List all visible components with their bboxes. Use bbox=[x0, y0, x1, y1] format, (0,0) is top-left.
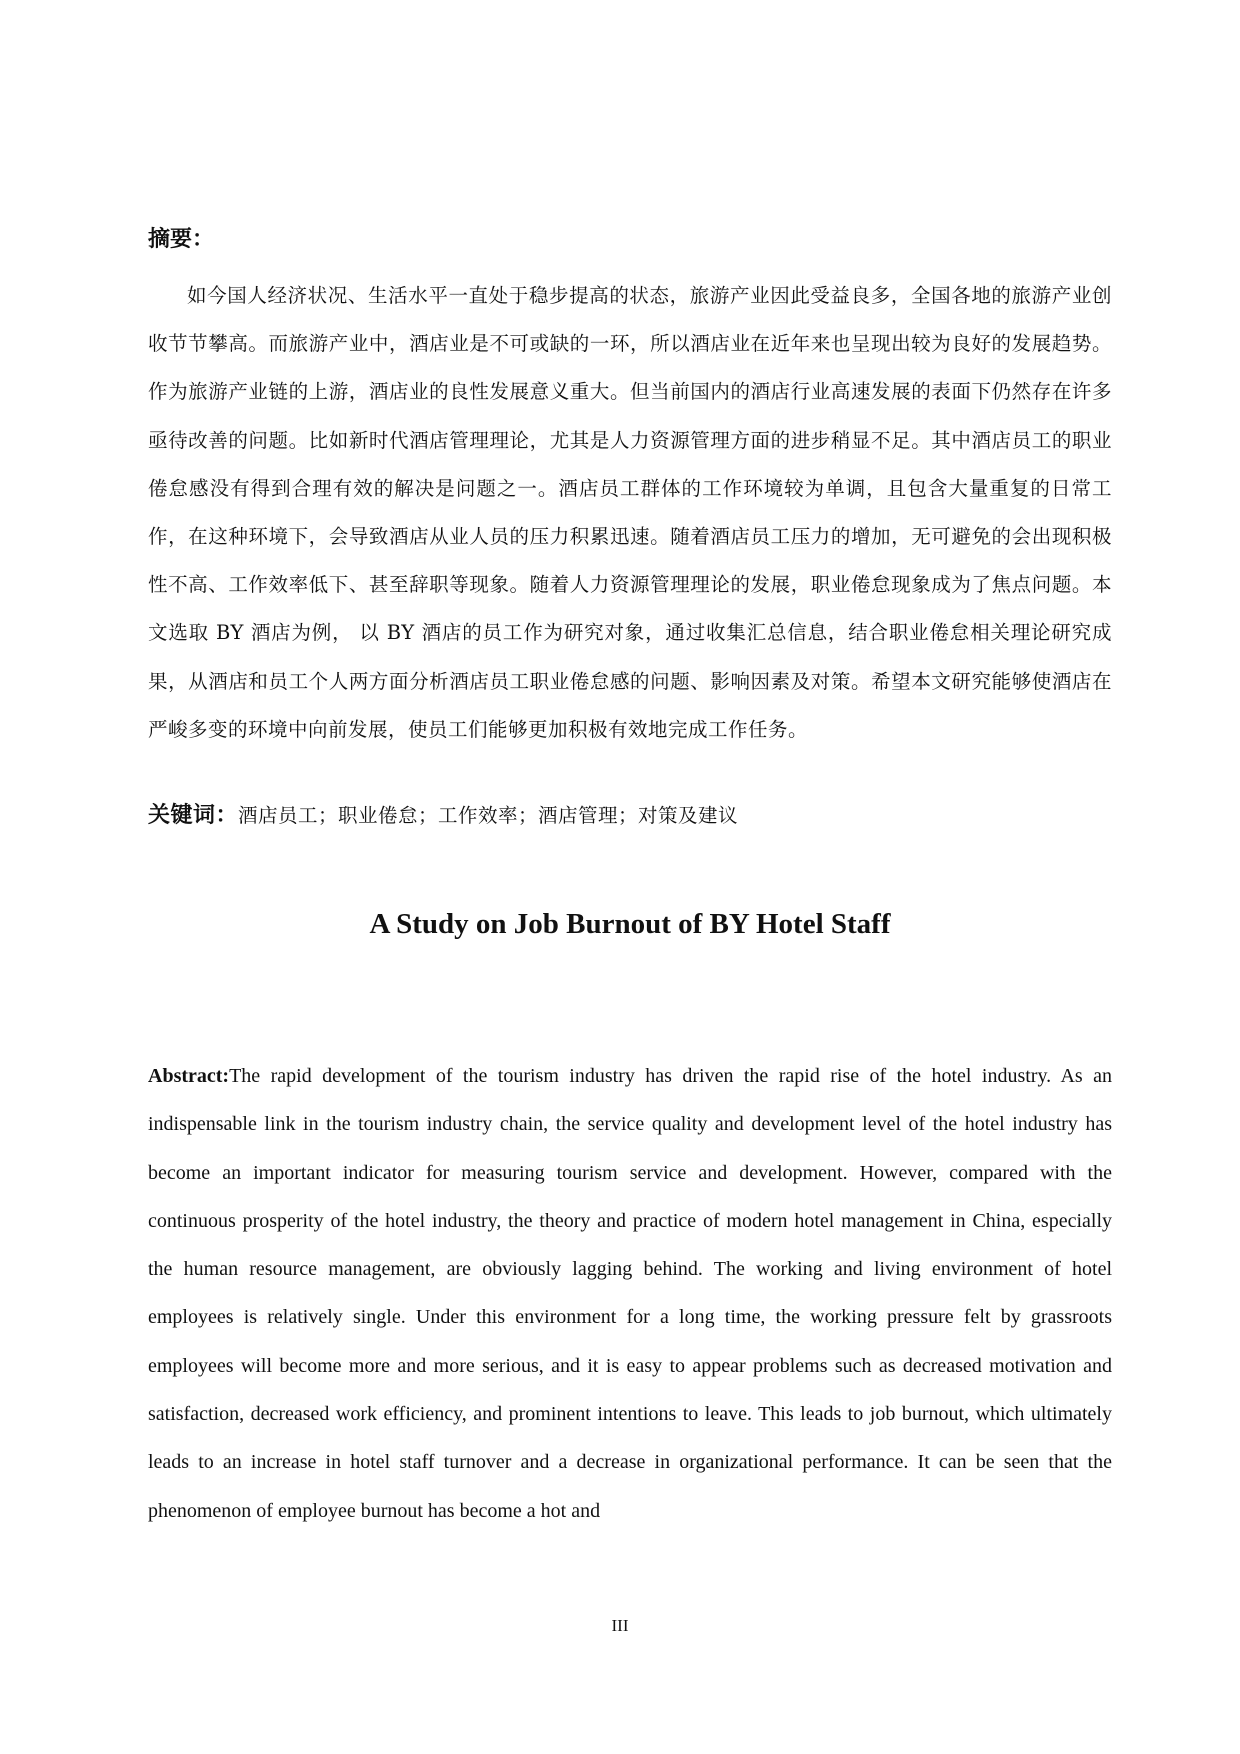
page-number: III bbox=[611, 1616, 629, 1635]
chinese-keywords-label: 关键词： bbox=[148, 802, 239, 828]
english-title: A Study on Job Burnout of BY Hotel Staff bbox=[369, 908, 891, 940]
chinese-abstract-heading: 摘要： bbox=[148, 226, 215, 252]
chinese-abstract-body: 如今国人经济状况、生活水平一直处于稳步提高的状态，旅游产业因此受益良多，全国各地的旅游产业创收节节攀高。而旅游产业中，酒店业是不可或缺的一环，所以酒店业在近年来也呈现出较为良好的发展趋势。作为旅游产业链的上游，酒店业的良性发展意义重大。但当前国内的酒店行业高速发展的表面下仍然存在许多亟待改善的问题。比如新时代酒店管理理论，尤其是人力资源管理方面的进步稍显不足。其中酒店员工的职业倦怠感没有得到合理有效的解决是问题之一。酒店员工群体的工作环境较为单调，且包含大量重复的日常工作，在这种环境下，会导致酒店从业人员的压力积累迅速。随着酒店员工压力的增加，无可避免的会出现积极性不高、工作效率低下、甚至辞职等现象。随着人力资源管理理论的发展，职业倦怠现象成为了焦点问题。本文选取 BY 酒店为例， 以 BY 酒店的员工作为研究对象，通过收集汇总信息，结合职业倦怠相关理论研究成果，从酒店和员工个人两方面分析酒店员工职业倦怠感的问题、影响因素及对策。希望本文研究能够使酒店在严峻多变的环境中向前发展，使员工们能够更加积极有效地完成工作任务。 bbox=[148, 284, 1112, 741]
english-abstract-body: The rapid development of the tourism industry has driven the rapid rise of the hotel industry. As an indispensable link in the tourism industry chain, the service quality and development level of the hotel industry has become an important indicator for measuring tourism service and development. However, compared with the continuous prosperity of the hotel industry, the theory and practice of modern hotel management in China, especially the human resource management, are obviously lagging behind. The working and living environment of hotel employees is relatively single. Under this environment for a long time, the working pressure felt by grassroots employees will become more and more serious, and it is easy to appear problems such as decreased motivation and satisfaction, decreased work efficiency, and prominent intentions to leave. This leads to job burnout, which ultimately leads to an increase in hotel staff turnover and a decrease in organizational performance. It can be seen that the phenomenon of employee burnout has become a hot and bbox=[148, 1065, 1112, 1522]
english-abstract bbox=[148, 1052, 1112, 1535]
chinese-keywords-list: 酒店员工；职业倦怠；工作效率；酒店管理；对策及建议 bbox=[238, 804, 739, 827]
english-abstract-label: Abstract: bbox=[148, 1065, 230, 1087]
chinese-keywords bbox=[148, 800, 1112, 831]
